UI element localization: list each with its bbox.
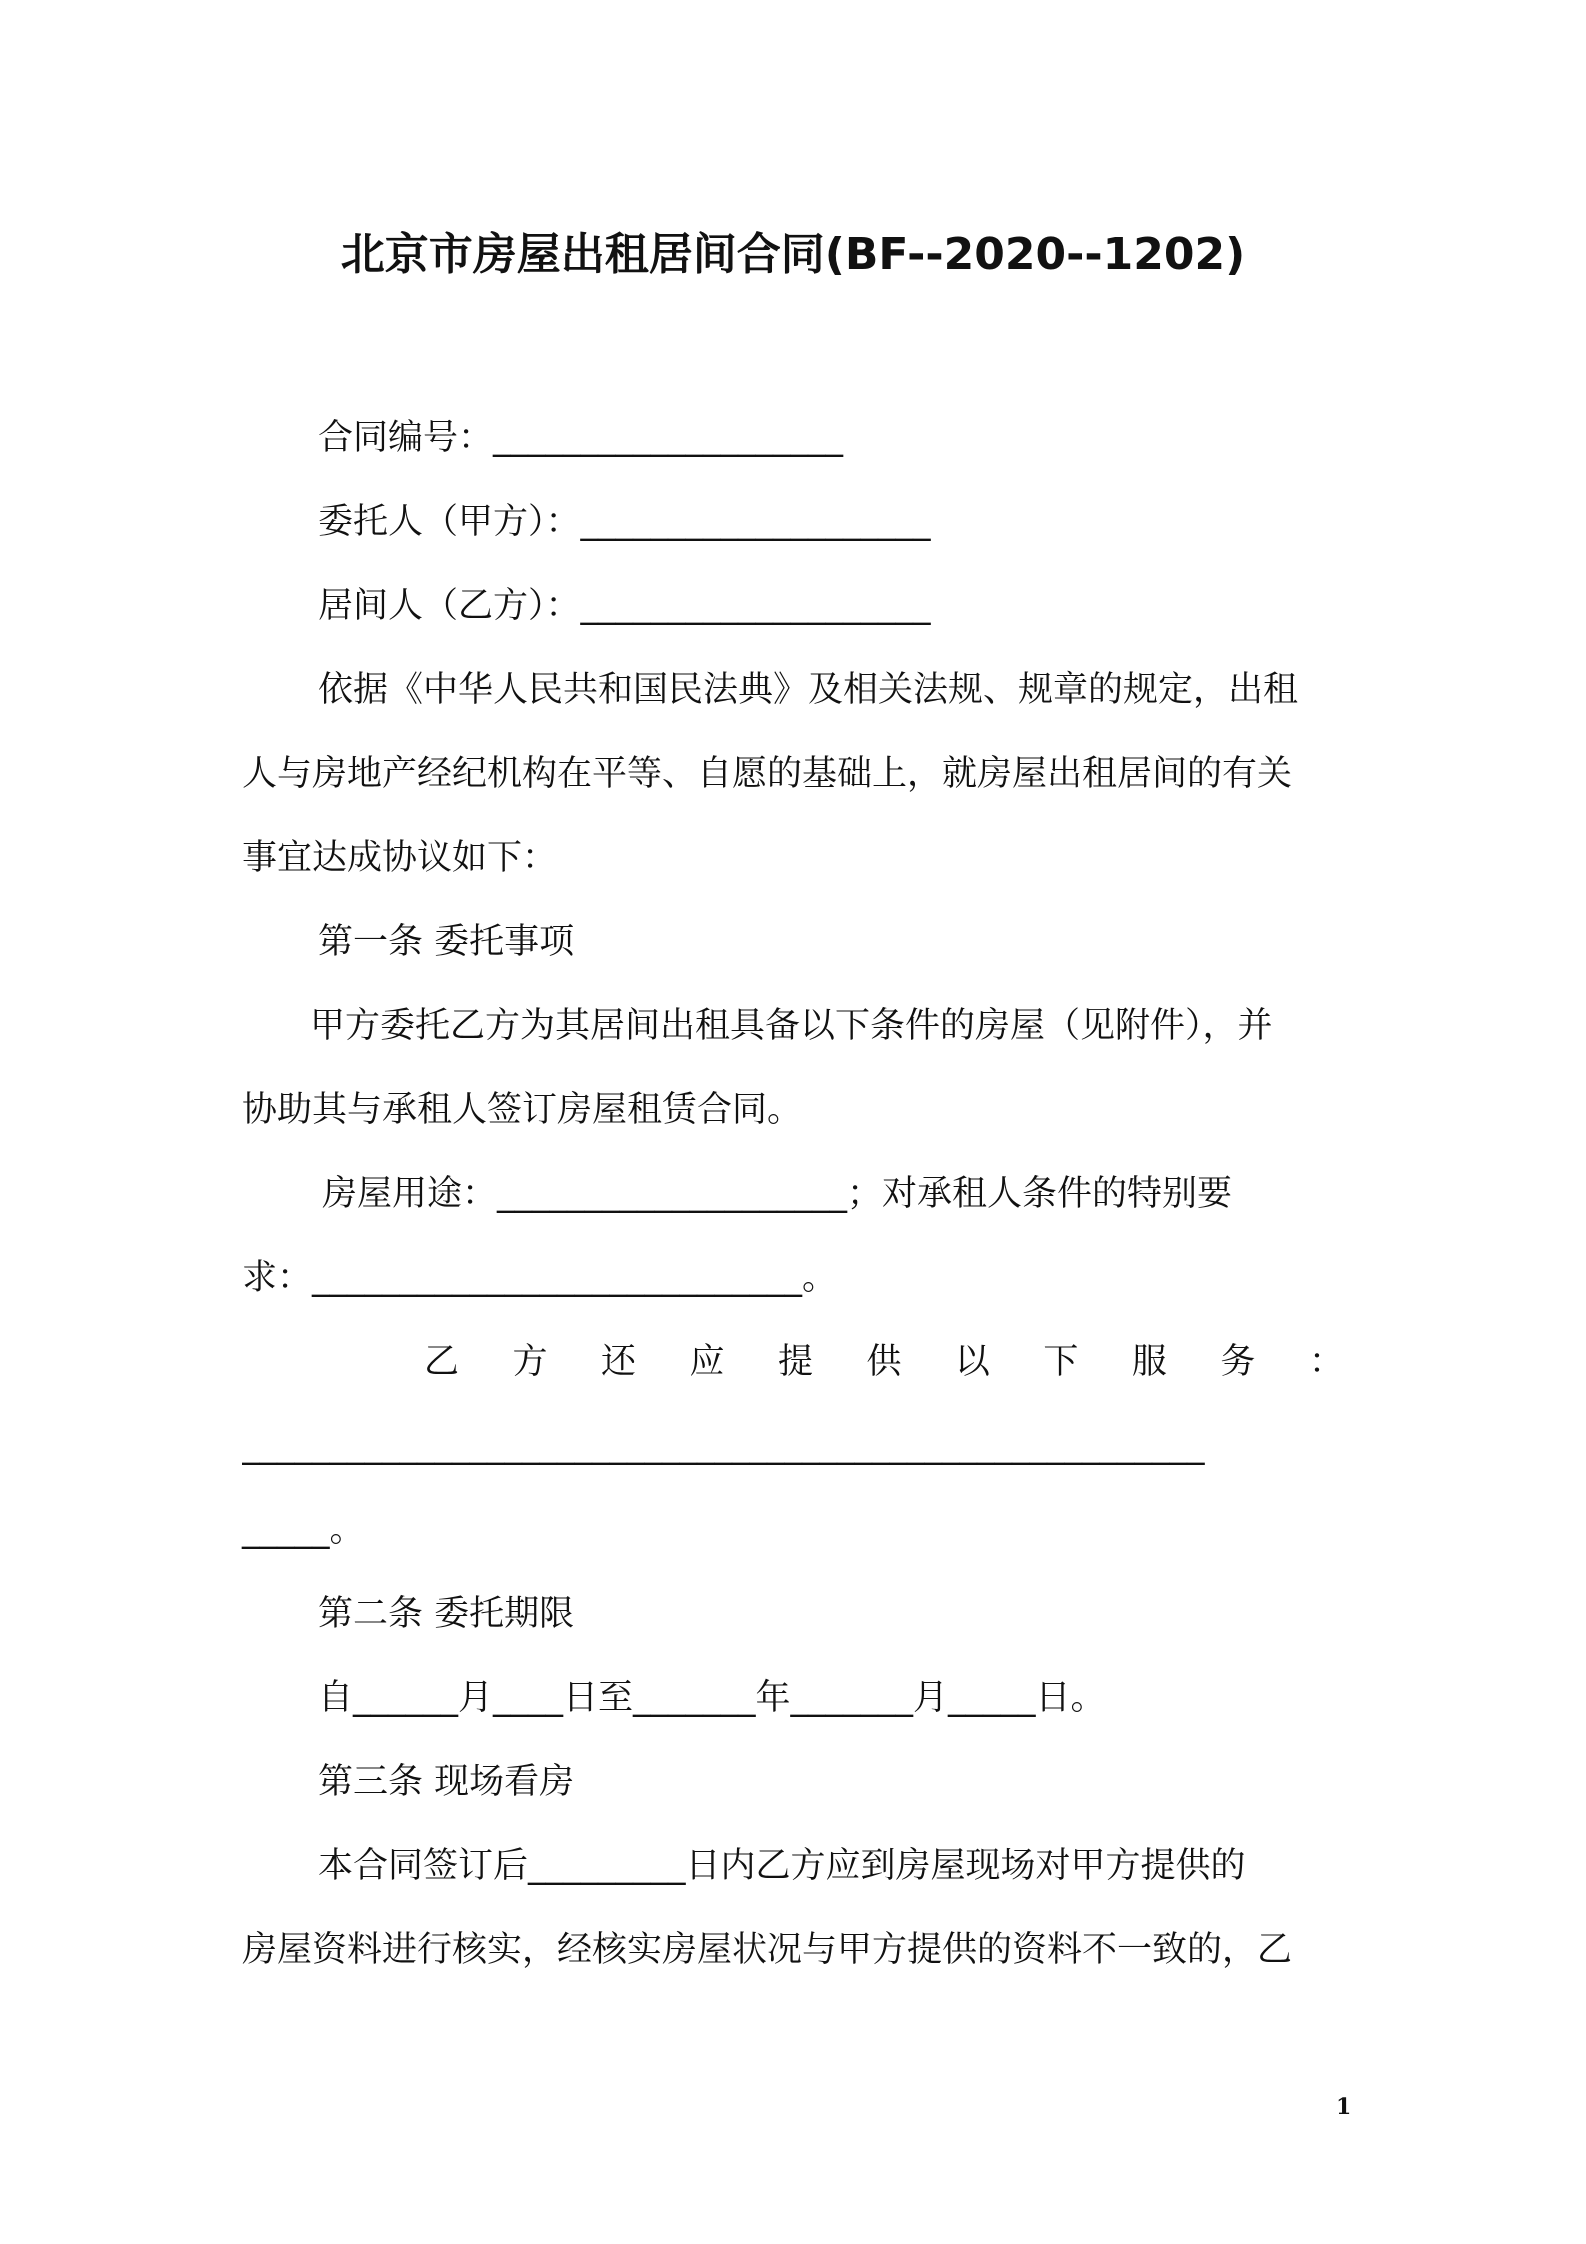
article-1-heading: 第一条 委托事项 (318, 922, 575, 962)
services-char: 提 (777, 1342, 813, 1382)
services-blank-end: _____。 (242, 1510, 365, 1550)
services-char: 务 (1220, 1342, 1256, 1382)
services-blank-line: _______________________________________________________ (242, 1426, 1205, 1466)
house-usage-line-1: 房屋用途：____________________；对承租人条件的特别要 (322, 1174, 1233, 1214)
preamble-line-2: 人与房地产经纪机构在平等、自愿的基础上，就房屋出租居间的有关 (242, 754, 1293, 794)
document-title: 北京市房屋出租居间合同(BF--2020--1202) (340, 229, 1246, 280)
services-char: 服 (1131, 1342, 1167, 1382)
article-3-heading: 第三条 现场看房 (318, 1762, 575, 1802)
article-1-text-line-2: 协助其与承租人签订房屋租赁合同。 (242, 1090, 803, 1130)
services-heading (424, 1340, 1344, 1384)
services-char: ： (1308, 1342, 1344, 1382)
services-char: 方 (512, 1342, 548, 1382)
services-char: 供 (866, 1342, 902, 1382)
services-char: 下 (1043, 1342, 1079, 1382)
party-b-field: 居间人（乙方）：____________________ (318, 586, 931, 626)
party-a-field: 委托人（甲方）：____________________ (318, 502, 931, 542)
preamble-line-1: 依据《中华人民共和国民法典》及相关法规、规章的规定，出租 (318, 670, 1299, 710)
services-char: 以 (954, 1342, 990, 1382)
page-number: 1 (1336, 2094, 1352, 2120)
article-2-text: 自______月____日至_______年_______月_____日。 (318, 1678, 1106, 1718)
services-char: 还 (600, 1342, 636, 1382)
contract-number-field: 合同编号：____________________ (318, 418, 844, 458)
preamble-line-3: 事宜达成协议如下： (242, 838, 558, 878)
article-2-heading: 第二条 委托期限 (318, 1594, 575, 1634)
services-char: 应 (689, 1342, 725, 1382)
article-3-text-line-1: 本合同签订后_________日内乙方应到房屋现场对甲方提供的 (318, 1846, 1246, 1886)
article-3-text-line-2: 房屋资料进行核实，经核实房屋状况与甲方提供的资料不一致的，乙 (242, 1930, 1293, 1970)
house-usage-line-2: 求：____________________________。 (242, 1258, 838, 1298)
article-1-text-line-1: 甲方委托乙方为其居间出租具备以下条件的房屋（见附件），并 (310, 1006, 1273, 1046)
services-char: 乙 (424, 1342, 460, 1382)
